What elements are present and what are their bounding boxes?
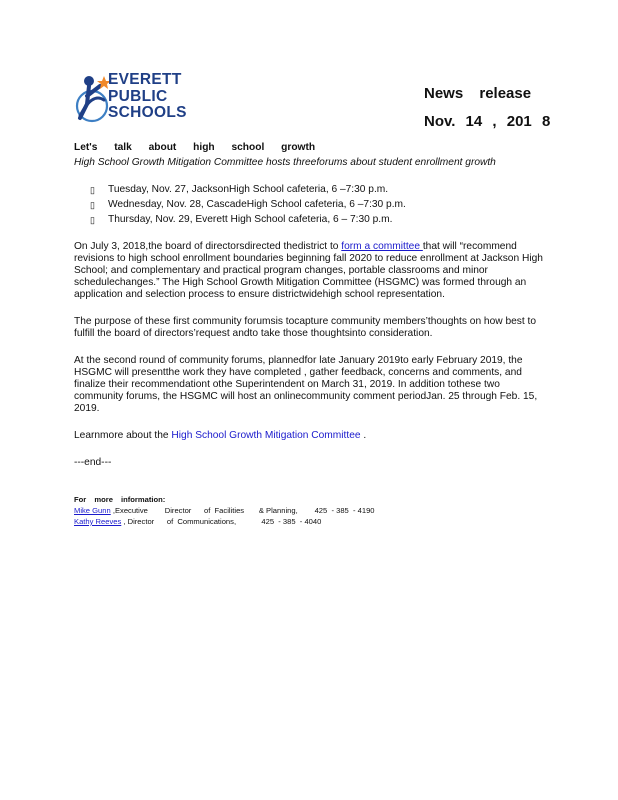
forum-item [90,184,544,196]
form-committee-link[interactable]: form a committee [341,241,423,252]
paragraph-committee-rest: that will “recommend revisions to high school enrollment boundaries beginning fall 2020 to reduce enrollment at Jackson High School; and complementary and practical program changes, portable classrooms and minor schedulechanges.” The High School Growth Mitigation Committee (HSGMC) was formed through an application and selection process to ensure districtwidehigh school representation. [74,241,543,300]
committee-page-link[interactable]: High School Growth Mitigation Committee [171,430,361,441]
subheadline: High School Growth Mitigation Committee hosts threeforums about student enrollment growth [74,157,496,168]
release-block [424,80,550,136]
district-logo [74,72,214,128]
contact-label: For more information: [74,495,166,504]
contact-name-link[interactable]: Mike Gunn [74,506,111,515]
logo-line-1: EVERETT [108,71,182,88]
logo-wordmark [108,72,187,122]
end-marker: ---end--- [74,457,112,468]
forum-text: Tuesday, Nov. 27, JacksonHigh School cafeteria, 6 –7:30 p.m. [108,184,389,195]
contact-title: ,Executive Director of Facilities & Planning, 425 - 385 - 4190 [110,506,375,515]
press-release-body [74,142,544,469]
contact-footer [74,494,375,527]
bullet-icon: ▯ [90,185,95,195]
paragraph-learn-more [74,430,544,442]
student-figure-icon [74,72,110,128]
forum-text: Wednesday, Nov. 28, CascadeHigh School cafeteria, 6 –7:30 p.m. [108,199,406,210]
contact-row [74,505,375,516]
paragraph-second-round: At the second round of community forums, plannedfor late January 2019to early February 2019, the HSGMC will presentthe work they have completed , gather feedback, concerns and comments, and finalize their recommendationt othe Superintendent on March 31, 2019. In addition tothese two community forums, the HSGMC will host an onlinecommunity comment periodJan. 25 through Feb. 15, 2019. [74,355,538,414]
paragraph-purpose: The purpose of these first community forumsis tocapture community members’thoughts on how best to fulfill the board of directors’request andto take those thoughtsinto consideration. [74,316,537,339]
logo-line-3: SCHOOLS [108,104,187,121]
learn-more-text: Learnmore about the [74,430,172,441]
learn-more-end: . [360,430,367,441]
paragraph-committee-start: On July 3, 2018,the board of directorsdirected thedistrict to [74,241,342,252]
headline: Let's talk about high school growth [74,142,316,153]
forum-list [74,184,544,226]
forum-item [90,199,544,211]
forum-text: Thursday, Nov. 29, Everett High School cafeteria, 6 – 7:30 p.m. [108,214,393,225]
paragraph-committee [74,241,544,301]
bullet-icon: ▯ [90,215,95,225]
release-date: Nov. 14 , 201 8 [424,113,551,130]
contact-row [74,516,375,527]
release-label: News release [424,85,532,102]
logo-line-2: PUBLIC [108,87,168,105]
contact-title: , Director of Communications, 425 - 385 - 4040 [121,517,322,526]
contact-name-link[interactable]: Kathy Reeves [74,517,122,526]
forum-item [90,214,544,226]
bullet-icon: ▯ [90,200,95,210]
